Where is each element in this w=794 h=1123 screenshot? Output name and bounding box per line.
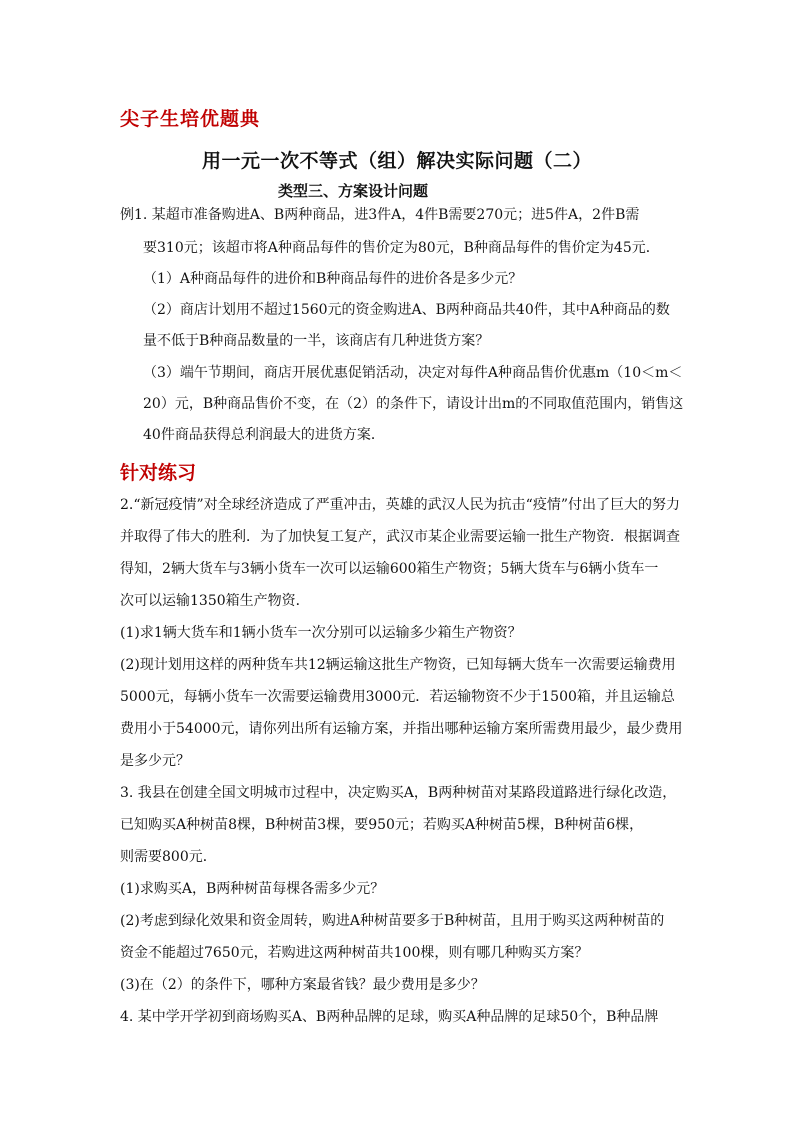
practice-line: 已知购买A种树苗8棵，B种树苗3棵，要950元；若购买A种树苗5棵，B种树苗6棵， bbox=[120, 817, 644, 833]
practice-line: 4. 某中学开学初到商场购买A、B两种品牌的足球，购买A种品牌的足球50个，B种品牌 bbox=[120, 1009, 659, 1025]
section-subtitle: 类型三、方案设计问题 bbox=[278, 182, 429, 200]
practice-line: 得知，2辆大货车与3辆小货车一次可以运输600箱生产物资；5辆大货车与6辆小货车一 bbox=[120, 561, 659, 577]
practice-line: (2)考虑到绿化效果和资金周转，购进A种树苗要多于B种树苗，且用于购买这两种树苗的 bbox=[120, 913, 665, 929]
practice-line: (1)求1辆大货车和1辆小货车一次分别可以运输多少箱生产物资？ bbox=[120, 625, 522, 641]
page-title: 用一元一次不等式（组）解决实际问题（二） bbox=[201, 150, 592, 172]
practice-heading: 针对练习 bbox=[120, 462, 197, 484]
example-line: 40件商品获得总利润最大的进货方案． bbox=[143, 427, 385, 443]
practice-line: 是多少元？ bbox=[120, 753, 190, 769]
practice-line: (3)在（2）的条件下，哪种方案最省钱？最少费用是多少？ bbox=[120, 977, 485, 993]
practice-line: 则需要800元． bbox=[120, 849, 217, 865]
example-line: 20）元，B种商品售价不变，在（2）的条件下，请设计出m的不同取值范围内，销售这 bbox=[143, 396, 684, 412]
example-line: （3）端午节期间，商店开展优惠促销活动，决定对每件A种商品售价优惠m（10＜m＜ bbox=[143, 365, 683, 381]
example-line: 量不低于B种商品数量的一半，该商店有几种进货方案？ bbox=[143, 333, 490, 349]
example-line: （1）A种商品每件的进价和B种商品每件的进价各是多少元？ bbox=[143, 271, 523, 287]
example-line: 要310元；该超市将A种商品每件的售价定为80元，B种商品每件的售价定为45元． bbox=[143, 240, 660, 256]
practice-line: (2)现计划用这样的两种货车共12辆运输这批生产物资，已知每辆大货车一次需要运输费用 bbox=[120, 657, 676, 673]
practice-line: 并取得了伟大的胜利．为了加快复工复产，武汉市某企业需要运输一批生产物资．根据调查 bbox=[120, 529, 680, 545]
practice-line: 资金不能超过7650元，若购进这两种树苗共100棵，则有哪几种购买方案？ bbox=[120, 945, 589, 961]
practice-line: 费用小于54000元，请你列出所有运输方案，并指出哪种运输方案所需费用最少，最少费用 bbox=[120, 721, 683, 737]
brand-header: 尖子生培优题典 bbox=[120, 108, 261, 130]
practice-line: 2.“新冠疫情”对全球经济造成了严重冲击，英雄的武汉人民为抗击“疫情”付出了巨大的努力 bbox=[120, 497, 680, 513]
practice-line: 3. 我县在创建全国文明城市过程中，决定购买A，B两种树苗对某路段道路进行绿化改造， bbox=[120, 785, 677, 801]
practice-line: 5000元，每辆小货车一次需要运输费用3000元．若运输物资不少于1500箱，并且运输总 bbox=[120, 689, 675, 705]
example-line: 例1. 某超市准备购进A、B两种商品，进3件A，4件B需要270元；进5件A，2件B需 bbox=[120, 207, 640, 223]
practice-line: (1)求购买A，B两种树苗每棵各需多少元？ bbox=[120, 881, 385, 897]
example-line: （2）商店计划用不超过1560元的资金购进A、B两种商品共40件，其中A种商品的数 bbox=[143, 302, 670, 318]
practice-line: 次可以运输1350箱生产物资． bbox=[120, 593, 310, 609]
